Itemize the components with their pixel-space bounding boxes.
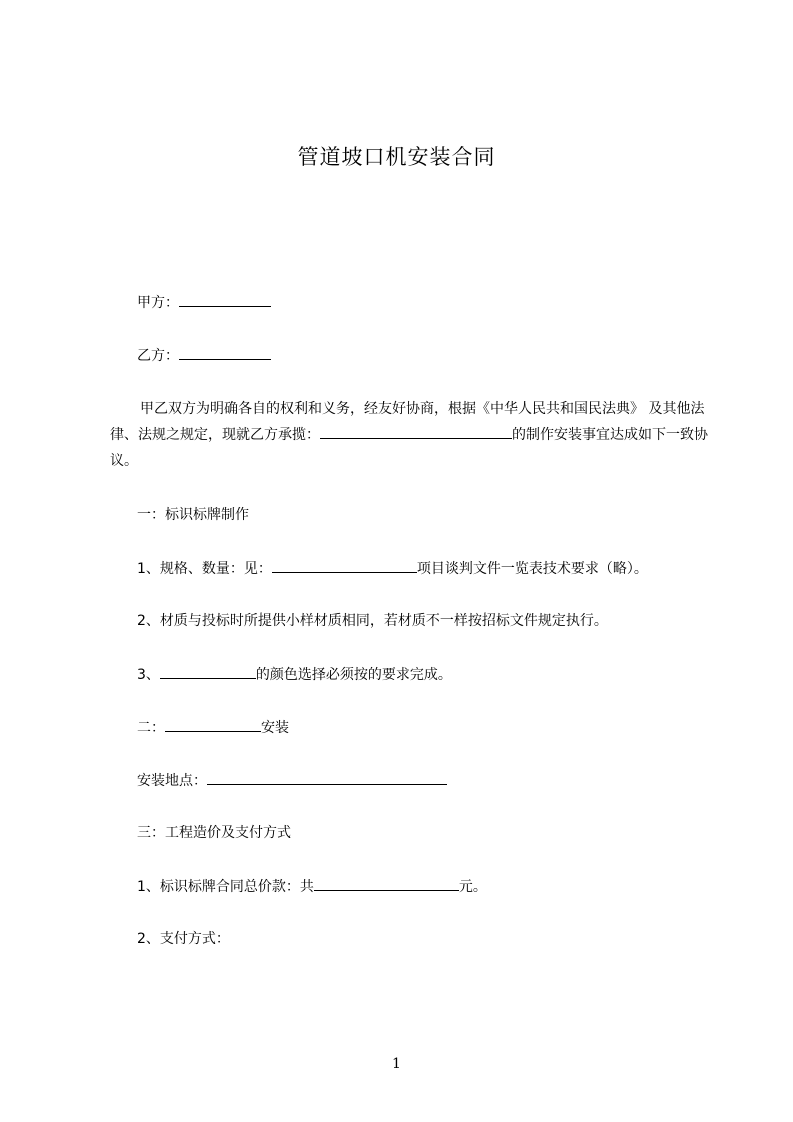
item-1-line [137, 558, 648, 579]
document-title: 管道坡口机安装合同 [297, 145, 496, 169]
page-number: 1 [392, 1056, 401, 1072]
item-3-prefix: 3、 [137, 667, 160, 683]
section-2-heading [137, 717, 289, 738]
install-location-blank [207, 770, 447, 785]
party-b-blank [179, 345, 271, 360]
project-name-blank [320, 424, 512, 439]
install-location-label: 安装地点： [137, 773, 207, 789]
party-a-label: 甲方： [137, 295, 179, 311]
section-2-prefix: 二： [137, 720, 165, 736]
price-suffix: 元。 [458, 879, 487, 895]
party-b-label: 乙方： [137, 348, 179, 364]
payment-method-line: 2、支付方式： [137, 931, 230, 947]
price-line [137, 876, 487, 897]
intro-text-part2: 的制作安装事宜达成如下一致协议。 [110, 427, 708, 469]
intro-paragraph [110, 396, 720, 474]
section-2-blank [165, 717, 261, 732]
party-a-blank [179, 292, 271, 307]
section-1-heading: 一：标识标牌制作 [137, 507, 249, 523]
section-2-suffix: 安装 [261, 720, 289, 736]
price-prefix: 1、标识标牌合同总价款：共 [137, 879, 314, 895]
item-1-suffix: 项目谈判文件一览表技术要求（略）。 [416, 561, 648, 577]
section-3-heading: 三：工程造价及支付方式 [137, 825, 291, 841]
install-location-line [137, 770, 447, 791]
item-2-line: 2、材质与投标时所提供小样材质相同，若材质不一样按招标文件规定执行。 [137, 613, 608, 629]
item-3-blank [160, 664, 256, 679]
item-3-suffix: 的颜色选择必须按的要求完成。 [255, 667, 452, 683]
party-b-line [137, 345, 271, 366]
item-1-blank [272, 558, 417, 573]
item-3-line [137, 664, 452, 685]
price-blank [314, 876, 459, 891]
intro-text-part1: 甲乙双方为明确各自的权利和义务，经友好协商，根据《中华人民共和国民法典》 及其他法律、法规之规定，现就乙方承揽： [110, 401, 705, 443]
item-1-prefix: 1、规格、数量：见： [137, 561, 272, 577]
party-a-line [137, 292, 271, 313]
